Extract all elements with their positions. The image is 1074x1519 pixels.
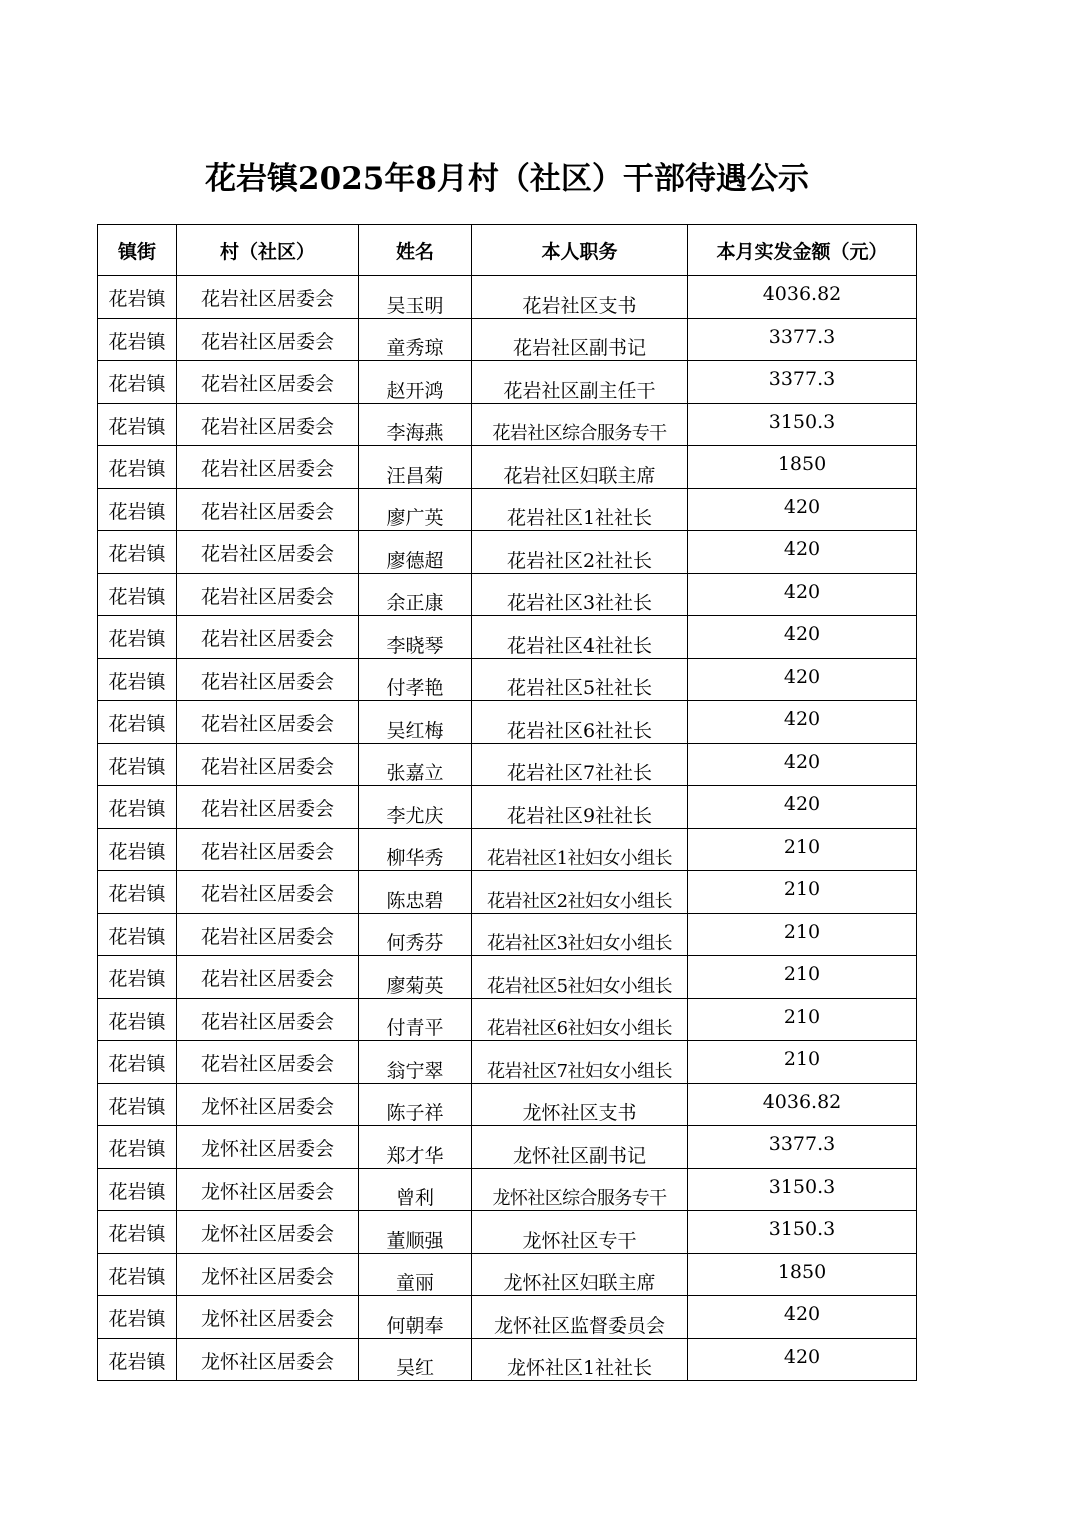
table-row	[98, 701, 917, 744]
cell-town: 花岩镇	[98, 531, 177, 574]
cell-name: 赵开鸿	[359, 361, 472, 404]
cell-amount: 210	[688, 871, 917, 914]
cell-amount: 4036.82	[688, 1083, 917, 1126]
cell-name: 童丽	[359, 1253, 472, 1296]
cell-village: 花岩社区居委会	[177, 403, 359, 446]
cell-town: 花岩镇	[98, 701, 177, 744]
cell-role: 花岩社区3社妇女小组长	[472, 913, 688, 956]
table-row	[98, 1126, 917, 1169]
table-row	[98, 1041, 917, 1084]
cell-town: 花岩镇	[98, 1126, 177, 1169]
cell-amount: 3377.3	[688, 1126, 917, 1169]
cell-name: 柳华秀	[359, 828, 472, 871]
cell-village: 花岩社区居委会	[177, 871, 359, 914]
cell-village: 龙怀社区居委会	[177, 1083, 359, 1126]
cell-amount: 420	[688, 786, 917, 829]
table-row	[98, 1168, 917, 1211]
cell-town: 花岩镇	[98, 573, 177, 616]
cell-village: 花岩社区居委会	[177, 616, 359, 659]
cell-village: 花岩社区居委会	[177, 573, 359, 616]
cell-amount: 3150.3	[688, 1211, 917, 1254]
cell-village: 龙怀社区居委会	[177, 1168, 359, 1211]
cell-role: 花岩社区妇联主席	[472, 446, 688, 489]
cell-town: 花岩镇	[98, 871, 177, 914]
cell-village: 花岩社区居委会	[177, 828, 359, 871]
cell-amount: 4036.82	[688, 276, 917, 319]
table-row	[98, 1211, 917, 1254]
cell-village: 花岩社区居委会	[177, 913, 359, 956]
table-row	[98, 743, 917, 786]
cell-name: 吴红梅	[359, 701, 472, 744]
cell-role: 花岩社区2社妇女小组长	[472, 871, 688, 914]
cell-name: 董顺强	[359, 1211, 472, 1254]
cell-amount: 3150.3	[688, 1168, 917, 1211]
cell-village: 花岩社区居委会	[177, 743, 359, 786]
cell-village: 龙怀社区居委会	[177, 1296, 359, 1339]
cell-village: 花岩社区居委会	[177, 488, 359, 531]
cell-amount: 1850	[688, 446, 917, 489]
cadre-salary-table	[97, 224, 917, 1381]
cell-town: 花岩镇	[98, 743, 177, 786]
table-row	[98, 573, 917, 616]
cell-village: 龙怀社区居委会	[177, 1126, 359, 1169]
cell-role: 花岩社区综合服务专干	[472, 403, 688, 446]
cell-role: 花岩社区副主任干	[472, 361, 688, 404]
cell-town: 花岩镇	[98, 361, 177, 404]
cell-town: 花岩镇	[98, 1211, 177, 1254]
table-body	[98, 276, 917, 1381]
cell-name: 李海燕	[359, 403, 472, 446]
cell-town: 花岩镇	[98, 616, 177, 659]
cell-role: 花岩社区4社社长	[472, 616, 688, 659]
cell-town: 花岩镇	[98, 1041, 177, 1084]
cell-role: 花岩社区5社社长	[472, 658, 688, 701]
cell-village: 花岩社区居委会	[177, 361, 359, 404]
cell-name: 李晓琴	[359, 616, 472, 659]
cell-role: 花岩社区9社社长	[472, 786, 688, 829]
cell-role: 花岩社区6社社长	[472, 701, 688, 744]
cell-town: 花岩镇	[98, 403, 177, 446]
cell-village: 龙怀社区居委会	[177, 1211, 359, 1254]
cell-role: 花岩社区6社妇女小组长	[472, 998, 688, 1041]
cell-name: 童秀琼	[359, 318, 472, 361]
cell-village: 花岩社区居委会	[177, 1041, 359, 1084]
header-name: 姓名	[359, 225, 472, 276]
table-row	[98, 998, 917, 1041]
cell-amount: 420	[688, 701, 917, 744]
cell-role: 花岩社区支书	[472, 276, 688, 319]
page-title: 花岩镇2025年8月村（社区）干部待遇公示	[205, 161, 809, 197]
cell-amount: 420	[688, 616, 917, 659]
cell-name: 余正康	[359, 573, 472, 616]
cell-amount: 420	[688, 1296, 917, 1339]
cell-town: 花岩镇	[98, 828, 177, 871]
cell-village: 花岩社区居委会	[177, 956, 359, 999]
header-town: 镇街	[98, 225, 177, 276]
cell-amount: 420	[688, 573, 917, 616]
cell-town: 花岩镇	[98, 998, 177, 1041]
cell-town: 花岩镇	[98, 276, 177, 319]
cell-name: 吴红	[359, 1338, 472, 1381]
cell-name: 张嘉立	[359, 743, 472, 786]
cell-name: 翁宁翠	[359, 1041, 472, 1084]
cell-amount: 210	[688, 998, 917, 1041]
cell-town: 花岩镇	[98, 1296, 177, 1339]
cell-town: 花岩镇	[98, 913, 177, 956]
table-row	[98, 786, 917, 829]
table-row	[98, 531, 917, 574]
table-row	[98, 658, 917, 701]
cell-role: 花岩社区7社妇女小组长	[472, 1041, 688, 1084]
cell-amount: 420	[688, 1338, 917, 1381]
table-header-row	[98, 225, 917, 276]
cell-name: 廖德超	[359, 531, 472, 574]
table-row	[98, 361, 917, 404]
table-row	[98, 828, 917, 871]
cell-role: 花岩社区1社社长	[472, 488, 688, 531]
table-row	[98, 1296, 917, 1339]
cell-town: 花岩镇	[98, 1083, 177, 1126]
header-village: 村（社区）	[177, 225, 359, 276]
cell-town: 花岩镇	[98, 1168, 177, 1211]
table-row	[98, 446, 917, 489]
cell-amount: 1850	[688, 1253, 917, 1296]
cell-village: 花岩社区居委会	[177, 531, 359, 574]
cell-town: 花岩镇	[98, 488, 177, 531]
cell-name: 廖广英	[359, 488, 472, 531]
cell-name: 何朝奉	[359, 1296, 472, 1339]
cell-name: 何秀芬	[359, 913, 472, 956]
cell-town: 花岩镇	[98, 1338, 177, 1381]
table-row	[98, 616, 917, 659]
cell-name: 曾利	[359, 1168, 472, 1211]
cell-town: 花岩镇	[98, 318, 177, 361]
cell-town: 花岩镇	[98, 1253, 177, 1296]
cell-village: 花岩社区居委会	[177, 318, 359, 361]
cell-name: 郑才华	[359, 1126, 472, 1169]
table-row	[98, 956, 917, 999]
cell-amount: 210	[688, 828, 917, 871]
cell-village: 花岩社区居委会	[177, 786, 359, 829]
cell-name: 付青平	[359, 998, 472, 1041]
cell-role: 龙怀社区专干	[472, 1211, 688, 1254]
cell-name: 汪昌菊	[359, 446, 472, 489]
cell-amount: 420	[688, 743, 917, 786]
cell-village: 花岩社区居委会	[177, 701, 359, 744]
table-row	[98, 1338, 917, 1381]
cell-amount: 420	[688, 658, 917, 701]
cell-role: 龙怀社区妇联主席	[472, 1253, 688, 1296]
header-role: 本人职务	[472, 225, 688, 276]
table-row	[98, 1253, 917, 1296]
cell-amount: 420	[688, 531, 917, 574]
cell-role: 龙怀社区综合服务专干	[472, 1168, 688, 1211]
cell-role: 龙怀社区监督委员会	[472, 1296, 688, 1339]
cell-role: 花岩社区1社妇女小组长	[472, 828, 688, 871]
cell-village: 花岩社区居委会	[177, 446, 359, 489]
cell-village: 花岩社区居委会	[177, 658, 359, 701]
cell-role: 龙怀社区1社社长	[472, 1338, 688, 1381]
cell-town: 花岩镇	[98, 956, 177, 999]
cell-name: 陈忠碧	[359, 871, 472, 914]
cell-role: 龙怀社区副书记	[472, 1126, 688, 1169]
cell-name: 吴玉明	[359, 276, 472, 319]
cell-amount: 420	[688, 488, 917, 531]
table-row	[98, 871, 917, 914]
cell-role: 花岩社区3社社长	[472, 573, 688, 616]
cell-amount: 210	[688, 956, 917, 999]
cell-role: 花岩社区副书记	[472, 318, 688, 361]
table-row	[98, 488, 917, 531]
cell-role: 花岩社区2社社长	[472, 531, 688, 574]
cell-role: 龙怀社区支书	[472, 1083, 688, 1126]
cell-name: 付孝艳	[359, 658, 472, 701]
cell-village: 龙怀社区居委会	[177, 1338, 359, 1381]
table-row	[98, 1083, 917, 1126]
cell-village: 花岩社区居委会	[177, 998, 359, 1041]
cell-name: 李尤庆	[359, 786, 472, 829]
cell-role: 花岩社区5社妇女小组长	[472, 956, 688, 999]
cell-village: 龙怀社区居委会	[177, 1253, 359, 1296]
cell-town: 花岩镇	[98, 786, 177, 829]
cell-role: 花岩社区7社社长	[472, 743, 688, 786]
cell-town: 花岩镇	[98, 658, 177, 701]
header-amount: 本月实发金额（元）	[688, 225, 917, 276]
cell-village: 花岩社区居委会	[177, 276, 359, 319]
table-row	[98, 318, 917, 361]
table-row	[98, 403, 917, 446]
cell-amount: 3377.3	[688, 318, 917, 361]
cell-amount: 3150.3	[688, 403, 917, 446]
cell-amount: 210	[688, 1041, 917, 1084]
cell-town: 花岩镇	[98, 446, 177, 489]
cell-name: 廖菊英	[359, 956, 472, 999]
table-row	[98, 913, 917, 956]
cell-amount: 3377.3	[688, 361, 917, 404]
cell-name: 陈子祥	[359, 1083, 472, 1126]
cell-amount: 210	[688, 913, 917, 956]
table-row	[98, 276, 917, 319]
